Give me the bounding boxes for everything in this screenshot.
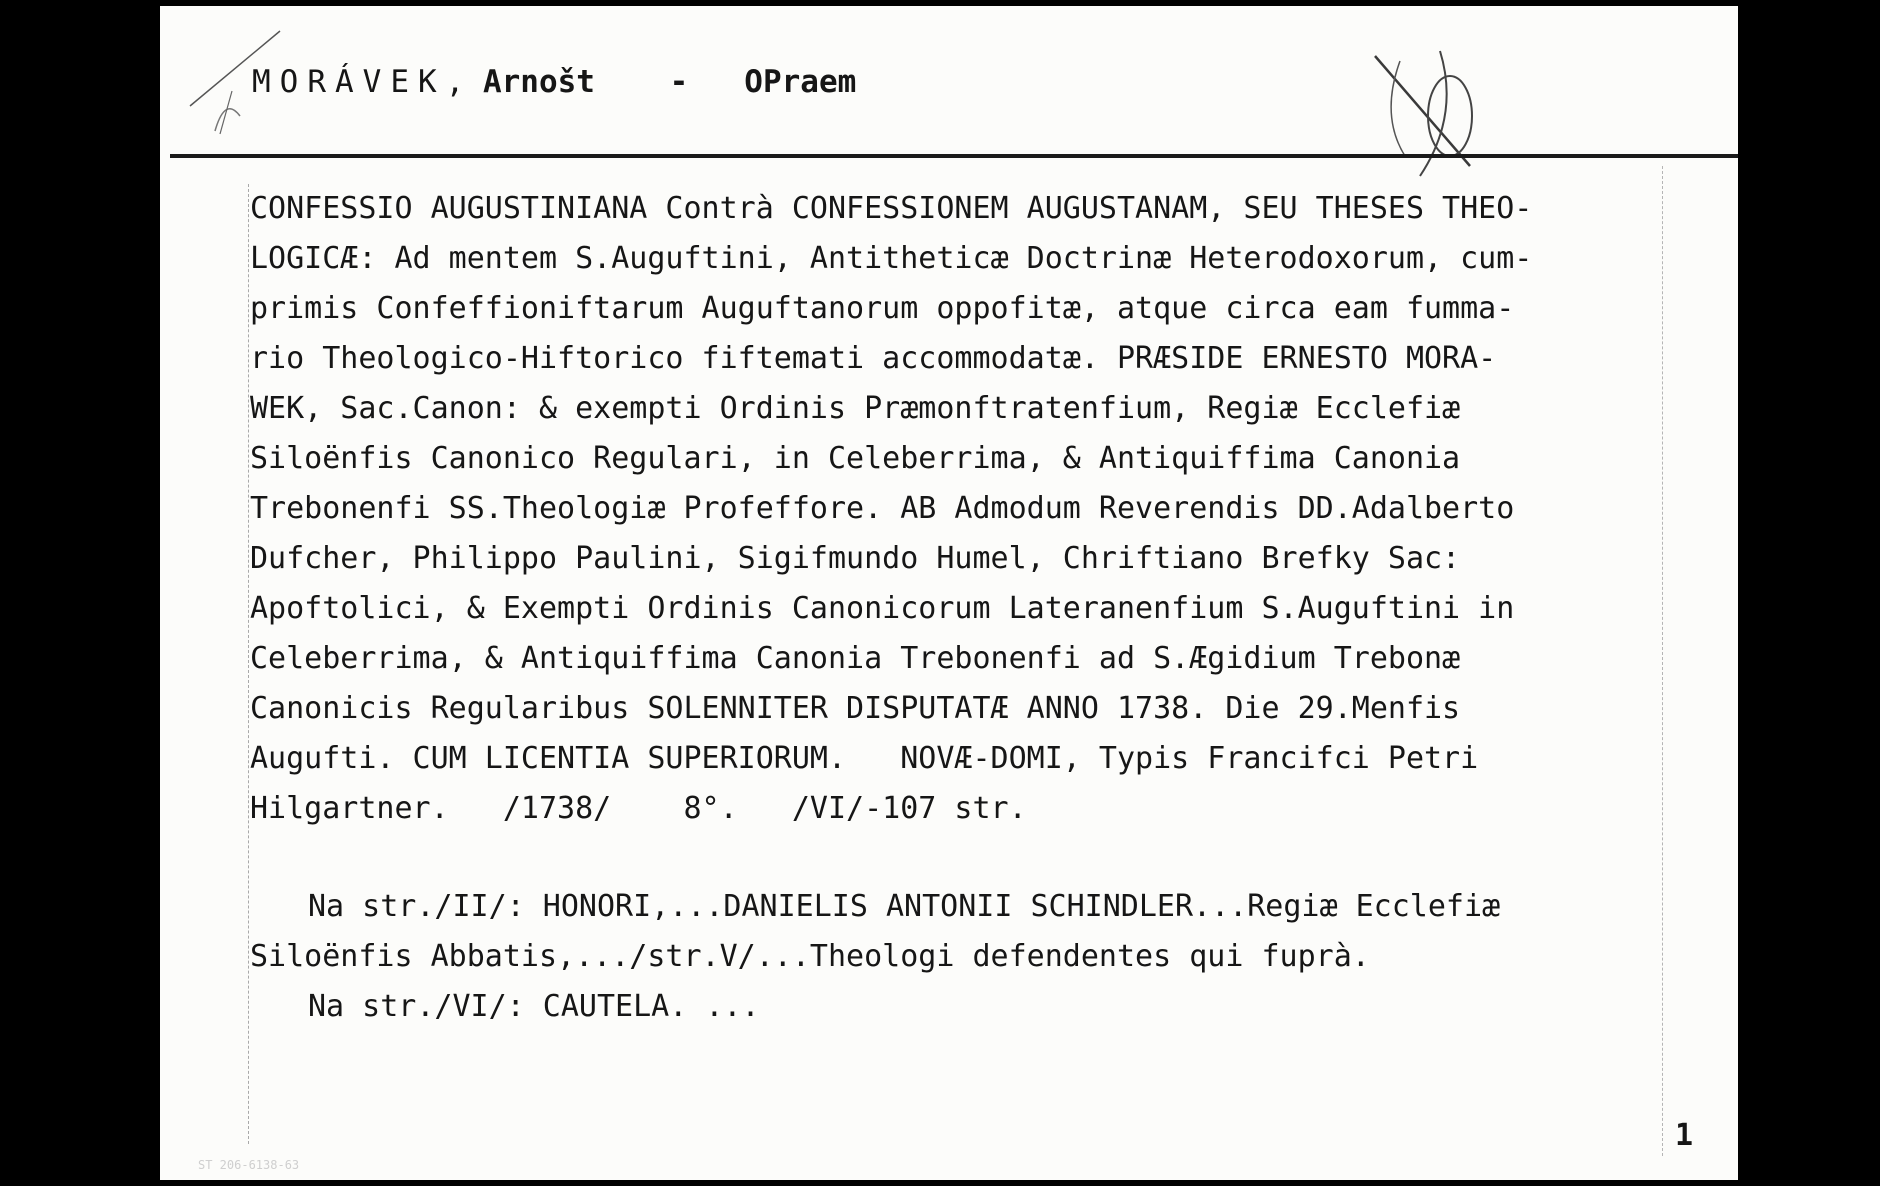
catalog-card (160, 6, 1738, 1180)
note-line: Na str./VI/: CAUTELA. ... (308, 989, 760, 1024)
description-line: rio Theologico-Hiftorico fiftemati accommodatæ. PRÆSIDE ERNESTO MORA- (250, 341, 1497, 376)
handwritten-cross-icon (1360, 46, 1500, 186)
section-gap (250, 834, 1670, 882)
description-line: Celeberrima, & Antiquiffima Canonia Trebonenfi ad S.Ægidium Trebonæ (250, 641, 1461, 676)
description-line: Siloënfis Canonico Regulari, in Celeberrima, & Antiquiffima Canonia (250, 441, 1461, 476)
author-given-name: Arnošt (482, 64, 595, 100)
description-line: Hilgartner. /1738/ 8°. /VI/-107 str. (250, 791, 1027, 826)
description-line: LOGICÆ: Ad mentem S.Auguftini, Antitheticæ Doctrinæ Heterodoxorum, cum- (250, 241, 1533, 276)
description-line: Apoftolici, & Exempti Ordinis Canonicorum Lateranenfium S.Auguftini in (250, 591, 1515, 626)
header-separator: - (669, 64, 689, 100)
header-divider (170, 154, 1738, 158)
bibliographic-description (250, 184, 1670, 1032)
note-line: Siloënfis Abbatis,.../str.V/...Theologi defendentes qui fuprà. (250, 939, 1370, 974)
author-surname: MORÁVEK (252, 64, 446, 100)
page-number: 1 (1675, 1118, 1694, 1153)
description-line: Canonicis Regularibus SOLENNITER DISPUTATÆ ANNO 1738. Die 29.Menfis (250, 691, 1461, 726)
catalog-code: ST 206-6138-63 (198, 1158, 300, 1172)
religious-order: OPraem (744, 64, 857, 100)
description-line: Trebonenfi SS.Theologiæ Profeffore. AB Admodum Reverendis DD.Adalberto (250, 491, 1515, 526)
note-line: Na str./II/: HONORI,...DANIELIS ANTONII SCHINDLER...Regiæ Ecclefiæ (308, 889, 1501, 924)
description-line: Dufcher, Philippo Paulini, Sigifmundo Humel, Chriftiano Brefky Sac: (250, 541, 1461, 576)
card-header (160, 6, 1738, 156)
description-line: primis Confeffioniftarum Auguftanorum oppofitæ, atque circa eam fumma- (250, 291, 1515, 326)
author-line: MORÁVEK, Arnošt - OPraem (252, 64, 857, 100)
description-line: WEK, Sac.Canon: & exempti Ordinis Præmonftratenfium, Regiæ Ecclefiæ (250, 391, 1461, 426)
description-line: Augufti. CUM LICENTIA SUPERIORUM. NOVÆ-DOMI, Typis Francifci Petri (250, 741, 1479, 776)
description-line: CONFESSIO AUGUSTINIANA Contrà CONFESSIONEM AUGUSTANAM, SEU THESES THEO- (250, 191, 1533, 226)
